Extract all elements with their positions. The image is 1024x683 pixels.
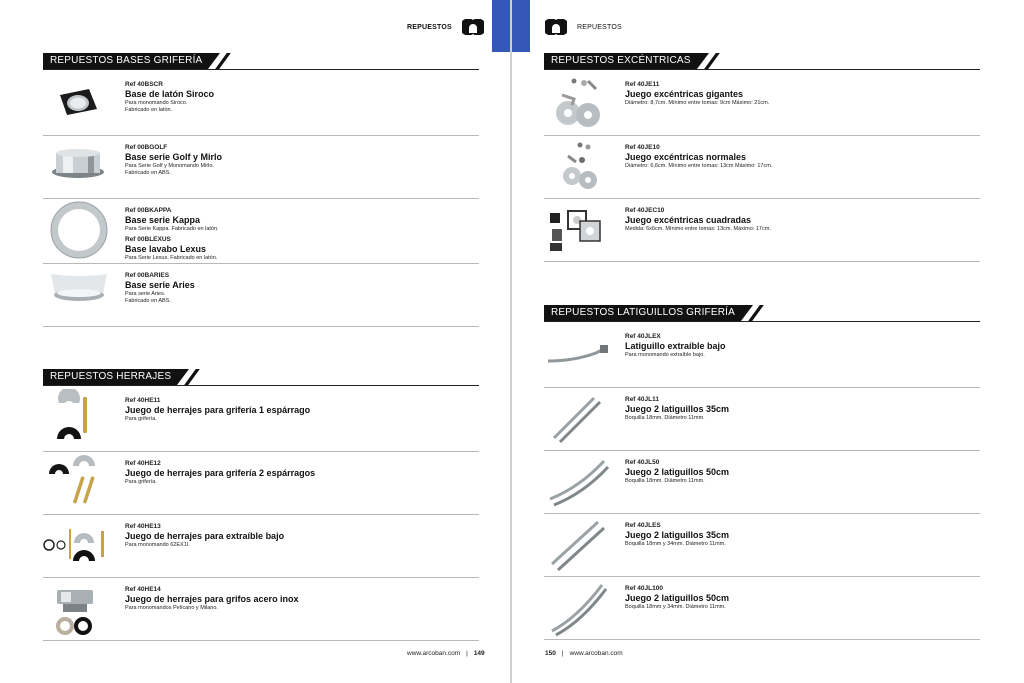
product-row-40jl100 <box>544 577 980 640</box>
product-row-40he13 <box>43 515 479 578</box>
product-row-40jec10 <box>544 199 980 262</box>
product-info <box>625 143 980 170</box>
product-image-latiguillos-35-b <box>544 514 624 574</box>
page-footer <box>545 650 623 657</box>
product-row-00bkappa <box>43 199 479 264</box>
product-row-40he11 <box>43 389 479 452</box>
product-image-latiguillos-50 <box>544 451 624 511</box>
product-desc: Boquilla 18mm y 34mm. Diámetro 11mm. <box>625 541 726 547</box>
product-info <box>625 395 980 422</box>
section-title: REPUESTOS LATIGUILLOS GRIFERÍA <box>544 305 741 321</box>
product-ref: Ref 40JE11 <box>625 81 660 88</box>
product-image-excentricas-gigantes <box>544 73 624 133</box>
product-image-herrajes-3 <box>43 515 123 575</box>
product-desc: Para monomando 62EX1I. <box>125 542 190 548</box>
product-desc: Boquilla 18mm. Diámetro 11mm. <box>625 478 705 484</box>
product-info <box>125 271 479 305</box>
product-name: Juego excéntricas gigantes <box>625 89 744 99</box>
running-head <box>407 19 484 35</box>
running-head-label: REPUESTOS <box>407 23 452 31</box>
product-info <box>625 584 980 611</box>
product-desc: Fabricado en latón. <box>125 107 173 113</box>
product-row-00baries <box>43 264 479 327</box>
product-ref: Ref 00BGOLF <box>125 144 168 151</box>
product-ref: Ref 40JE10 <box>625 144 660 151</box>
product-ref: Ref 40JL100 <box>625 585 663 592</box>
running-head-label: REPUESTOS <box>577 23 622 31</box>
section-title: REPUESTOS HERRAJES <box>43 369 177 385</box>
product-row-40bscr <box>43 73 479 136</box>
page-footer <box>407 650 485 657</box>
product-desc: Fabricado en ABS. <box>125 170 171 176</box>
product-name: Latiguillo extraíble bajo <box>625 341 726 351</box>
product-desc: Diámetro: 6,6cm. Mínimo entre tomas: 13cm Máximo: 17cm. <box>625 163 773 169</box>
right-page <box>512 0 1024 683</box>
product-info <box>125 585 479 612</box>
product-name: Base serie Golf y Mirlo <box>125 152 223 162</box>
running-head <box>545 19 622 35</box>
product-image-excentricas-normales <box>544 136 624 196</box>
product-row-40jlex <box>544 325 980 388</box>
product-desc: Boquilla 18mm y 34mm. Diámetro 11mm. <box>625 604 726 610</box>
product-name: Juego 2 latiguillos 50cm <box>625 593 730 603</box>
product-desc: Medida: 6x6cm. Mínimo entre tomas: 13cm. Máximo: 17cm. <box>625 226 771 232</box>
product-image-base-siroco <box>43 73 123 133</box>
product-info <box>125 143 479 177</box>
product-image-base-kappa-ring <box>43 199 123 261</box>
product-name: Base de latón Siroco <box>125 89 215 99</box>
footer-website: www.arcoban.com <box>407 650 461 657</box>
section-header-excentricas <box>544 53 714 69</box>
product-ref: Ref 40JLES <box>625 522 661 529</box>
product-info <box>125 396 479 423</box>
product-name: Juego 2 latiguillos 35cm <box>625 530 730 540</box>
product-info <box>125 522 479 549</box>
product-desc: Fabricado en ABS. <box>125 298 171 304</box>
product-image-base-aries <box>43 264 123 324</box>
product-image-base-golf <box>43 136 123 196</box>
product-desc: Boquilla 18mm. Diámetro 11mm. <box>625 415 705 421</box>
product-info <box>625 332 980 359</box>
product-image-excentricas-cuadradas <box>544 199 624 259</box>
product-info <box>625 80 980 107</box>
product-desc: Para grifería. <box>125 416 157 422</box>
product-info <box>125 80 479 114</box>
product-ref: Ref 40HE12 <box>125 460 161 467</box>
product-name: Base lavabo Lexus <box>125 244 207 254</box>
product-desc: Para grifería. <box>125 479 157 485</box>
product-row-40he14 <box>43 578 479 641</box>
product-ref: Ref 40HE14 <box>125 586 161 593</box>
product-desc: Para monomando extraíble bajo. <box>625 352 705 358</box>
product-image-latiguillo-extraible <box>544 325 624 385</box>
product-image-latiguillos-35 <box>544 388 624 448</box>
product-name: Juego excéntricas normales <box>625 152 747 162</box>
bookmark-ribbon <box>492 0 510 52</box>
product-name: Juego 2 latiguillos 35cm <box>625 404 730 414</box>
product-row-40jl11 <box>544 388 980 451</box>
product-name: Juego de herrajes para grifos acero inox <box>125 594 299 604</box>
section-title: REPUESTOS BASES GRIFERÍA <box>43 53 208 69</box>
product-info <box>125 206 479 262</box>
product-name: Base serie Kappa <box>125 215 201 225</box>
product-ref: Ref 40JL50 <box>625 459 660 466</box>
footer-website: www.arcoban.com <box>569 650 623 657</box>
product-ref: Ref 40JL11 <box>625 396 659 403</box>
section-rule <box>544 69 980 70</box>
section-header-herrajes <box>43 369 194 385</box>
product-ref: Ref 40HE11 <box>125 397 161 404</box>
page-number: 149 <box>473 650 485 657</box>
section-header-bases <box>43 53 225 69</box>
product-desc: Para Serie Golf y Monomando Mirlo. <box>125 163 214 169</box>
brand-logo-icon <box>545 19 567 35</box>
product-image-herrajes-2 <box>43 452 123 512</box>
product-ref: Ref 00BARIES <box>125 272 170 279</box>
product-ref: Ref 40HE13 <box>125 523 161 530</box>
product-ref: Ref 40JEC10 <box>625 207 665 214</box>
product-name: Juego excéntricas cuadradas <box>625 215 752 225</box>
section-rule <box>43 385 479 386</box>
section-title: REPUESTOS EXCÉNTRICAS <box>544 53 697 69</box>
product-info <box>625 206 980 233</box>
brand-logo-icon <box>462 19 484 35</box>
footer-separator: | <box>466 650 468 657</box>
product-row-00bgolf <box>43 136 479 199</box>
product-ref: Ref 40JLEX <box>625 333 661 340</box>
product-row-40je10 <box>544 136 980 199</box>
product-name: Juego de herrajes para grifería 1 espárrago <box>125 405 311 415</box>
product-row-40jles <box>544 514 980 577</box>
section-rule <box>43 69 479 70</box>
product-name: Base serie Aries <box>125 280 195 290</box>
product-row-40je11 <box>544 73 980 136</box>
product-ref: Ref 40BSCR <box>125 81 163 88</box>
section-rule <box>544 321 980 322</box>
product-desc: Para Serie Lexus. Fabricado en latón. <box>125 255 218 261</box>
product-row-40jl50 <box>544 451 980 514</box>
product-name: Juego de herrajes para extraíble bajo <box>125 531 285 541</box>
left-page <box>0 0 510 683</box>
product-desc: Para serie Aries. <box>125 291 166 297</box>
section-header-latiguillos <box>544 305 758 321</box>
page-number: 150 <box>545 650 556 657</box>
product-row-40he12 <box>43 452 479 515</box>
product-image-herrajes-1 <box>43 389 123 449</box>
product-info <box>625 458 980 485</box>
product-desc: Para Serie Kappa. Fabricado en latón. <box>125 226 219 232</box>
product-name: Juego de herrajes para grifería 2 espárragos <box>125 468 316 478</box>
product-image-latiguillos-50-b <box>544 577 624 637</box>
product-image-herrajes-4 <box>43 578 123 638</box>
product-ref: Ref 00BKAPPA <box>125 207 172 214</box>
footer-separator: | <box>561 650 564 657</box>
bookmark-ribbon <box>512 0 530 52</box>
product-info <box>125 459 479 486</box>
product-ref: Ref 00BLEXUS <box>125 236 171 243</box>
product-name: Juego 2 latiguillos 50cm <box>625 467 730 477</box>
product-desc: Diámetro: 8,7cm. Mínimo entre tomas: 9cm Máximo: 21cm. <box>625 100 770 106</box>
product-desc: Para monomandos Pelícano y Milano. <box>125 605 218 611</box>
product-info <box>625 521 980 548</box>
product-desc: Para monomando Siroco. <box>125 100 188 106</box>
